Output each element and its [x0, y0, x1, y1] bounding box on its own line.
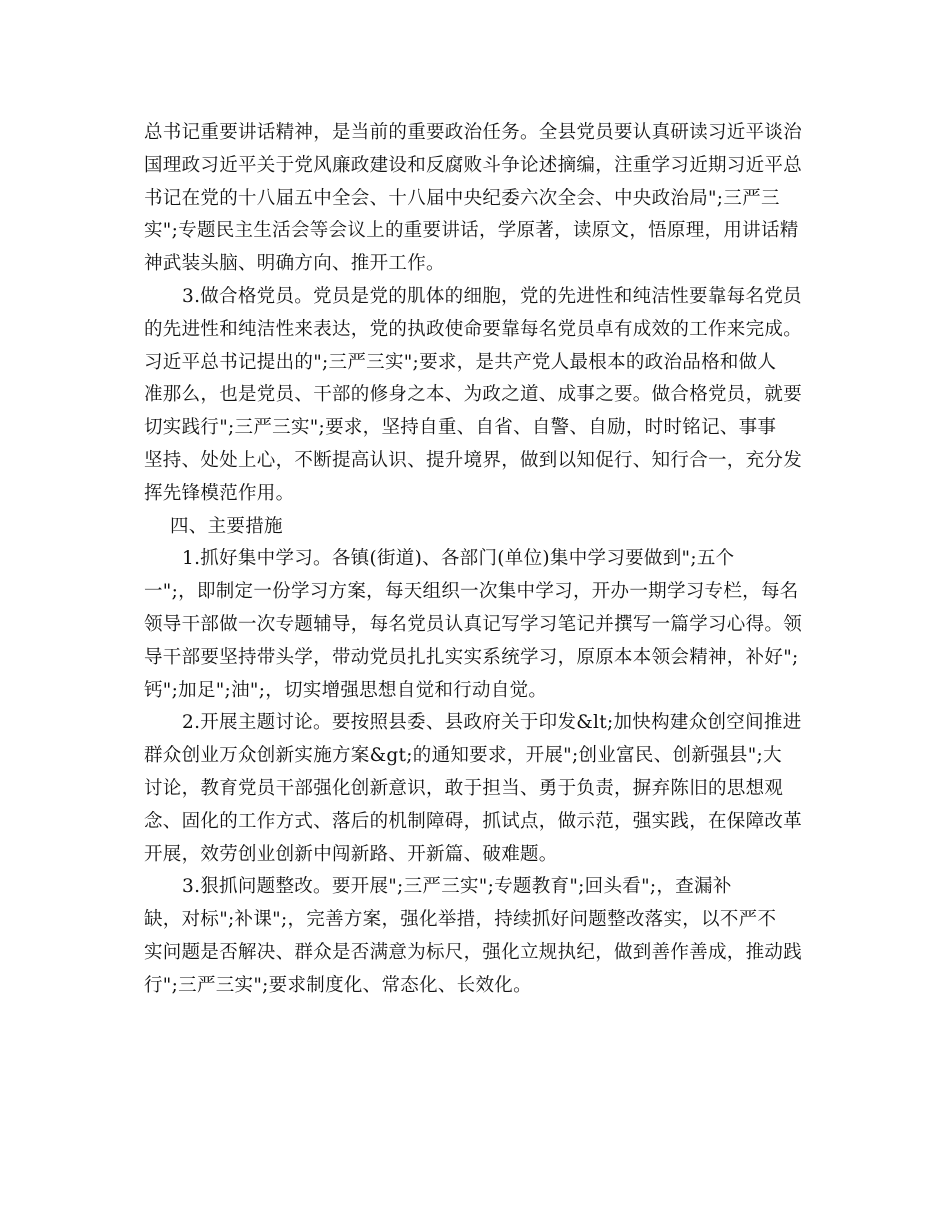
- section-heading: 四、主要措施: [170, 515, 283, 537]
- text-line: 群众创业万众创新实施方案&gt;的通知要求，开展";创业富民、创新强县";大: [144, 745, 782, 767]
- text-line: 缺，对标";补课";，完善方案，强化举措，持续抓好问题整改落实，以不严不: [144, 909, 777, 931]
- text-line: 书记在党的十八届五中全会、十八届中央纪委六次全会、中央政治局";三严三: [144, 187, 780, 209]
- text-line: 一";，即制定一份学习方案，每天组织一次集中学习，开办一期学习专栏，每名: [144, 581, 799, 603]
- text-line: 3.狠抓问题整改。要开展";三严三实";专题教育";回头看";，查漏补: [182, 876, 732, 898]
- paragraph-speech-study: [144, 117, 812, 281]
- text-line: 总书记重要讲话精神，是当前的重要政治任务。全县党员要认真研读习近平谈治: [144, 122, 803, 143]
- section-heading-measures: [144, 511, 812, 544]
- text-line: 行";三严三实";要求制度化、常态化、长效化。: [144, 974, 532, 996]
- text-line: 2.开展主题讨论。要按照县委、县政府关于印发&lt;加快构建众创空间推进: [182, 712, 802, 734]
- text-line: 的先进性和纯洁性来表达，党的执政使命要靠每名党员卓有成效的工作来完成。: [144, 318, 803, 340]
- text-line: 国理政习近平关于党风廉政建设和反腐败斗争论述摘编，注重学习近期习近平总: [144, 154, 803, 176]
- text-line: 3.做合格党员。党员是党的肌体的细胞，党的先进性和纯洁性要靠每名党员: [182, 285, 802, 307]
- document-body: [144, 117, 812, 1003]
- text-line: 习近平总书记提出的";三严三实";要求，是共产党人最根本的政治品格和做人: [144, 351, 777, 373]
- text-line: 钙";加足";油";，切实增强思想自觉和行动自觉。: [144, 679, 548, 701]
- paragraph-qualified-member: [144, 281, 812, 511]
- paragraph-concentrated-study: [144, 543, 812, 707]
- text-line: 实问题是否解决、群众是否满意为标尺，强化立规执纪，做到善作善成，推动践: [144, 941, 803, 963]
- text-line: 导干部要坚持带头学，带动党员扎扎实实系统学习，原原本本领会精神，补好";: [144, 646, 799, 668]
- text-line: 坚持、处处上心，不断提高认识、提升境界，做到以知促行、知行合一，充分发: [144, 449, 803, 471]
- paragraph-theme-discussion: [144, 707, 812, 871]
- text-line: 讨论，教育党员干部强化创新意识，敢于担当、勇于负责，摒弃陈旧的思想观: [144, 777, 784, 799]
- text-line: 神武装头脑、明确方向、推开工作。: [144, 253, 445, 275]
- paragraph-problem-rectification: [144, 871, 812, 1002]
- text-line: 念、固化的工作方式、落后的机制障碍，抓试点，做示范，强实践，在保障改革: [144, 810, 803, 832]
- text-line: 开展，效劳创业创新中闯新路、开新篇、破难题。: [144, 843, 558, 865]
- text-line: 准那么，也是党员、干部的修身之本、为政之道、成事之要。做合格党员，就要: [144, 384, 803, 406]
- text-line: 切实践行";三严三实";要求，坚持自重、自省、自警、自励，时时铭记、事事: [144, 417, 777, 439]
- text-line: 1.抓好集中学习。各镇(街道)、各部门(单位)集中学习要做到";五个: [182, 548, 735, 570]
- text-line: 挥先锋模范作用。: [144, 482, 295, 504]
- text-line: 领导干部做一次专题辅导，每名党员认真记写学习笔记并撰写一篇学习心得。领: [144, 613, 803, 635]
- text-line: 实";专题民主生活会等会议上的重要讲话，学原著，读原文，悟原理，用讲话精: [144, 220, 799, 242]
